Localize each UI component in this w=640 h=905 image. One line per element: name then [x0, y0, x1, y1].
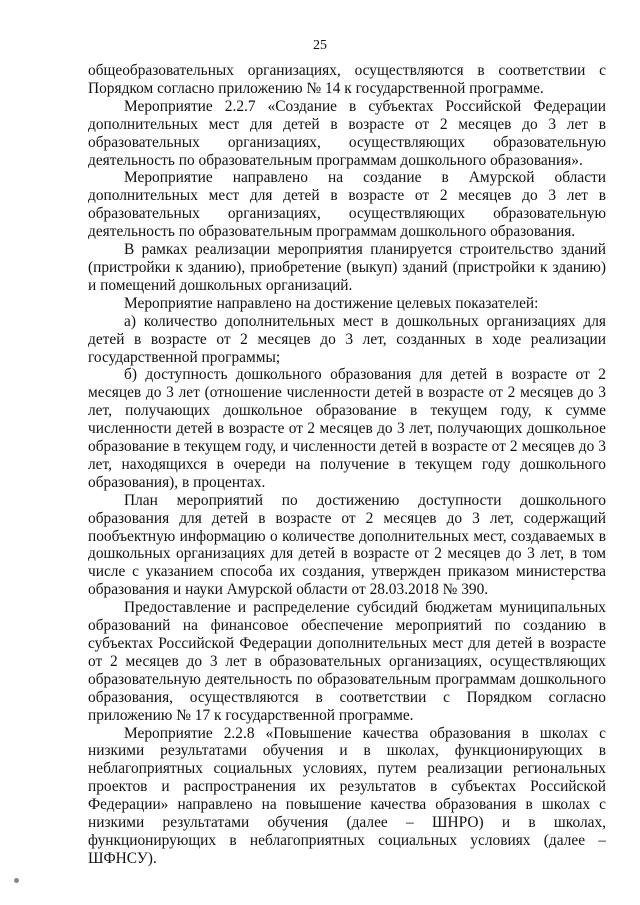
paragraph-implementation: В рамках реализации мероприятия планируется строительство зданий (пристройки к зданию), приобретение (выкуп) зданий (пристройки к зданию) и помещений дошкольных организаций.	[88, 241, 606, 294]
paragraph-indicator-b: б) доступность дошкольного образования для детей в возрасте от 2 месяцев до 3 лет (отношение численности детей в возрасте от 2 месяцев до 3 лет, получающих дошкольное образование в текущем году, к сумме численности детей в возрасте от 2 месяцев до 3 лет, получающих дошкольное образование в текущем году, и численности детей в возрасте от 2 месяцев до 3 лет, находящихся в очереди на получение в текущем году дошкольного образования), в процентах.	[88, 366, 606, 491]
paragraph-measure-2-2-8: Мероприятие 2.2.8 «Повышение качества образования в школах с низкими результатами обучения и в школах, функционирующих в неблагоприятных социальных условиях, путем реализации региональных проектов и распространения их результатов в субъектах Российской Федерации» направлено на повышение качества образования в школах с низкими результатами обучения (далее – ШНРО) и в школах, функционирующих в неблагоприятных социальных условиях (далее – ШФНСУ).	[88, 724, 606, 867]
document-body	[88, 62, 606, 868]
paragraph-indicator-a: а) количество дополнительных мест в дошкольных организациях для детей в возрасте от 2 месяцев до 3 лет, созданных в ходе реализации государственной программы;	[88, 312, 606, 366]
paragraph-measure-purpose: Мероприятие направлено на создание в Амурской области дополнительных мест для детей в возрасте от 2 месяцев до 3 лет в образовательных организациях, осуществляющих образовательную деятельность по образовательным программам дошкольного образования.	[88, 169, 606, 241]
paragraph-subsidies: Предоставление и распределение субсидий бюджетам муниципальных образований на финансовое обеспечение мероприятий по созданию в субъектах Российской Федерации дополнительных мест для детей в возрасте от 2 месяцев до 3 лет в образовательных организациях, осуществляющих образовательную деятельность по образовательным программам дошкольного образования, осуществляются в соответствии с Порядком согласно приложению № 17 к государственной программе.	[88, 599, 606, 724]
scan-artifact-dot	[14, 878, 19, 883]
page-number: 25	[313, 38, 327, 53]
paragraph-continuation: общеобразовательных организациях, осуществляются в соответствии с Порядком согласно приложению № 14 к государственной программе.	[88, 62, 606, 97]
paragraph-target-indicators: Мероприятие направлено на достижение целевых показателей:	[124, 294, 539, 312]
paragraph-measure-2-2-7-title: Мероприятие 2.2.7 «Создание в субъектах Российской Федерации дополнительных мест для детей в возрасте от 2 месяцев до 3 лет в образовательных организациях, осуществляющих образовательную деятельность по образовательным программам дошкольного образования».	[88, 97, 606, 169]
paragraph-action-plan: План мероприятий по достижению доступности дошкольного образования для детей в возрасте от 2 месяцев до 3 лет, содержащий пообъектную информацию о количестве дополнительных мест, создаваемых в дошкольных организациях для детей в возрасте от 2 месяцев до 3 лет, в том числе с указанием способа их создания, утвержден приказом министерства образования и науки Амурской области от 28.03.2018 № 390.	[88, 491, 606, 599]
